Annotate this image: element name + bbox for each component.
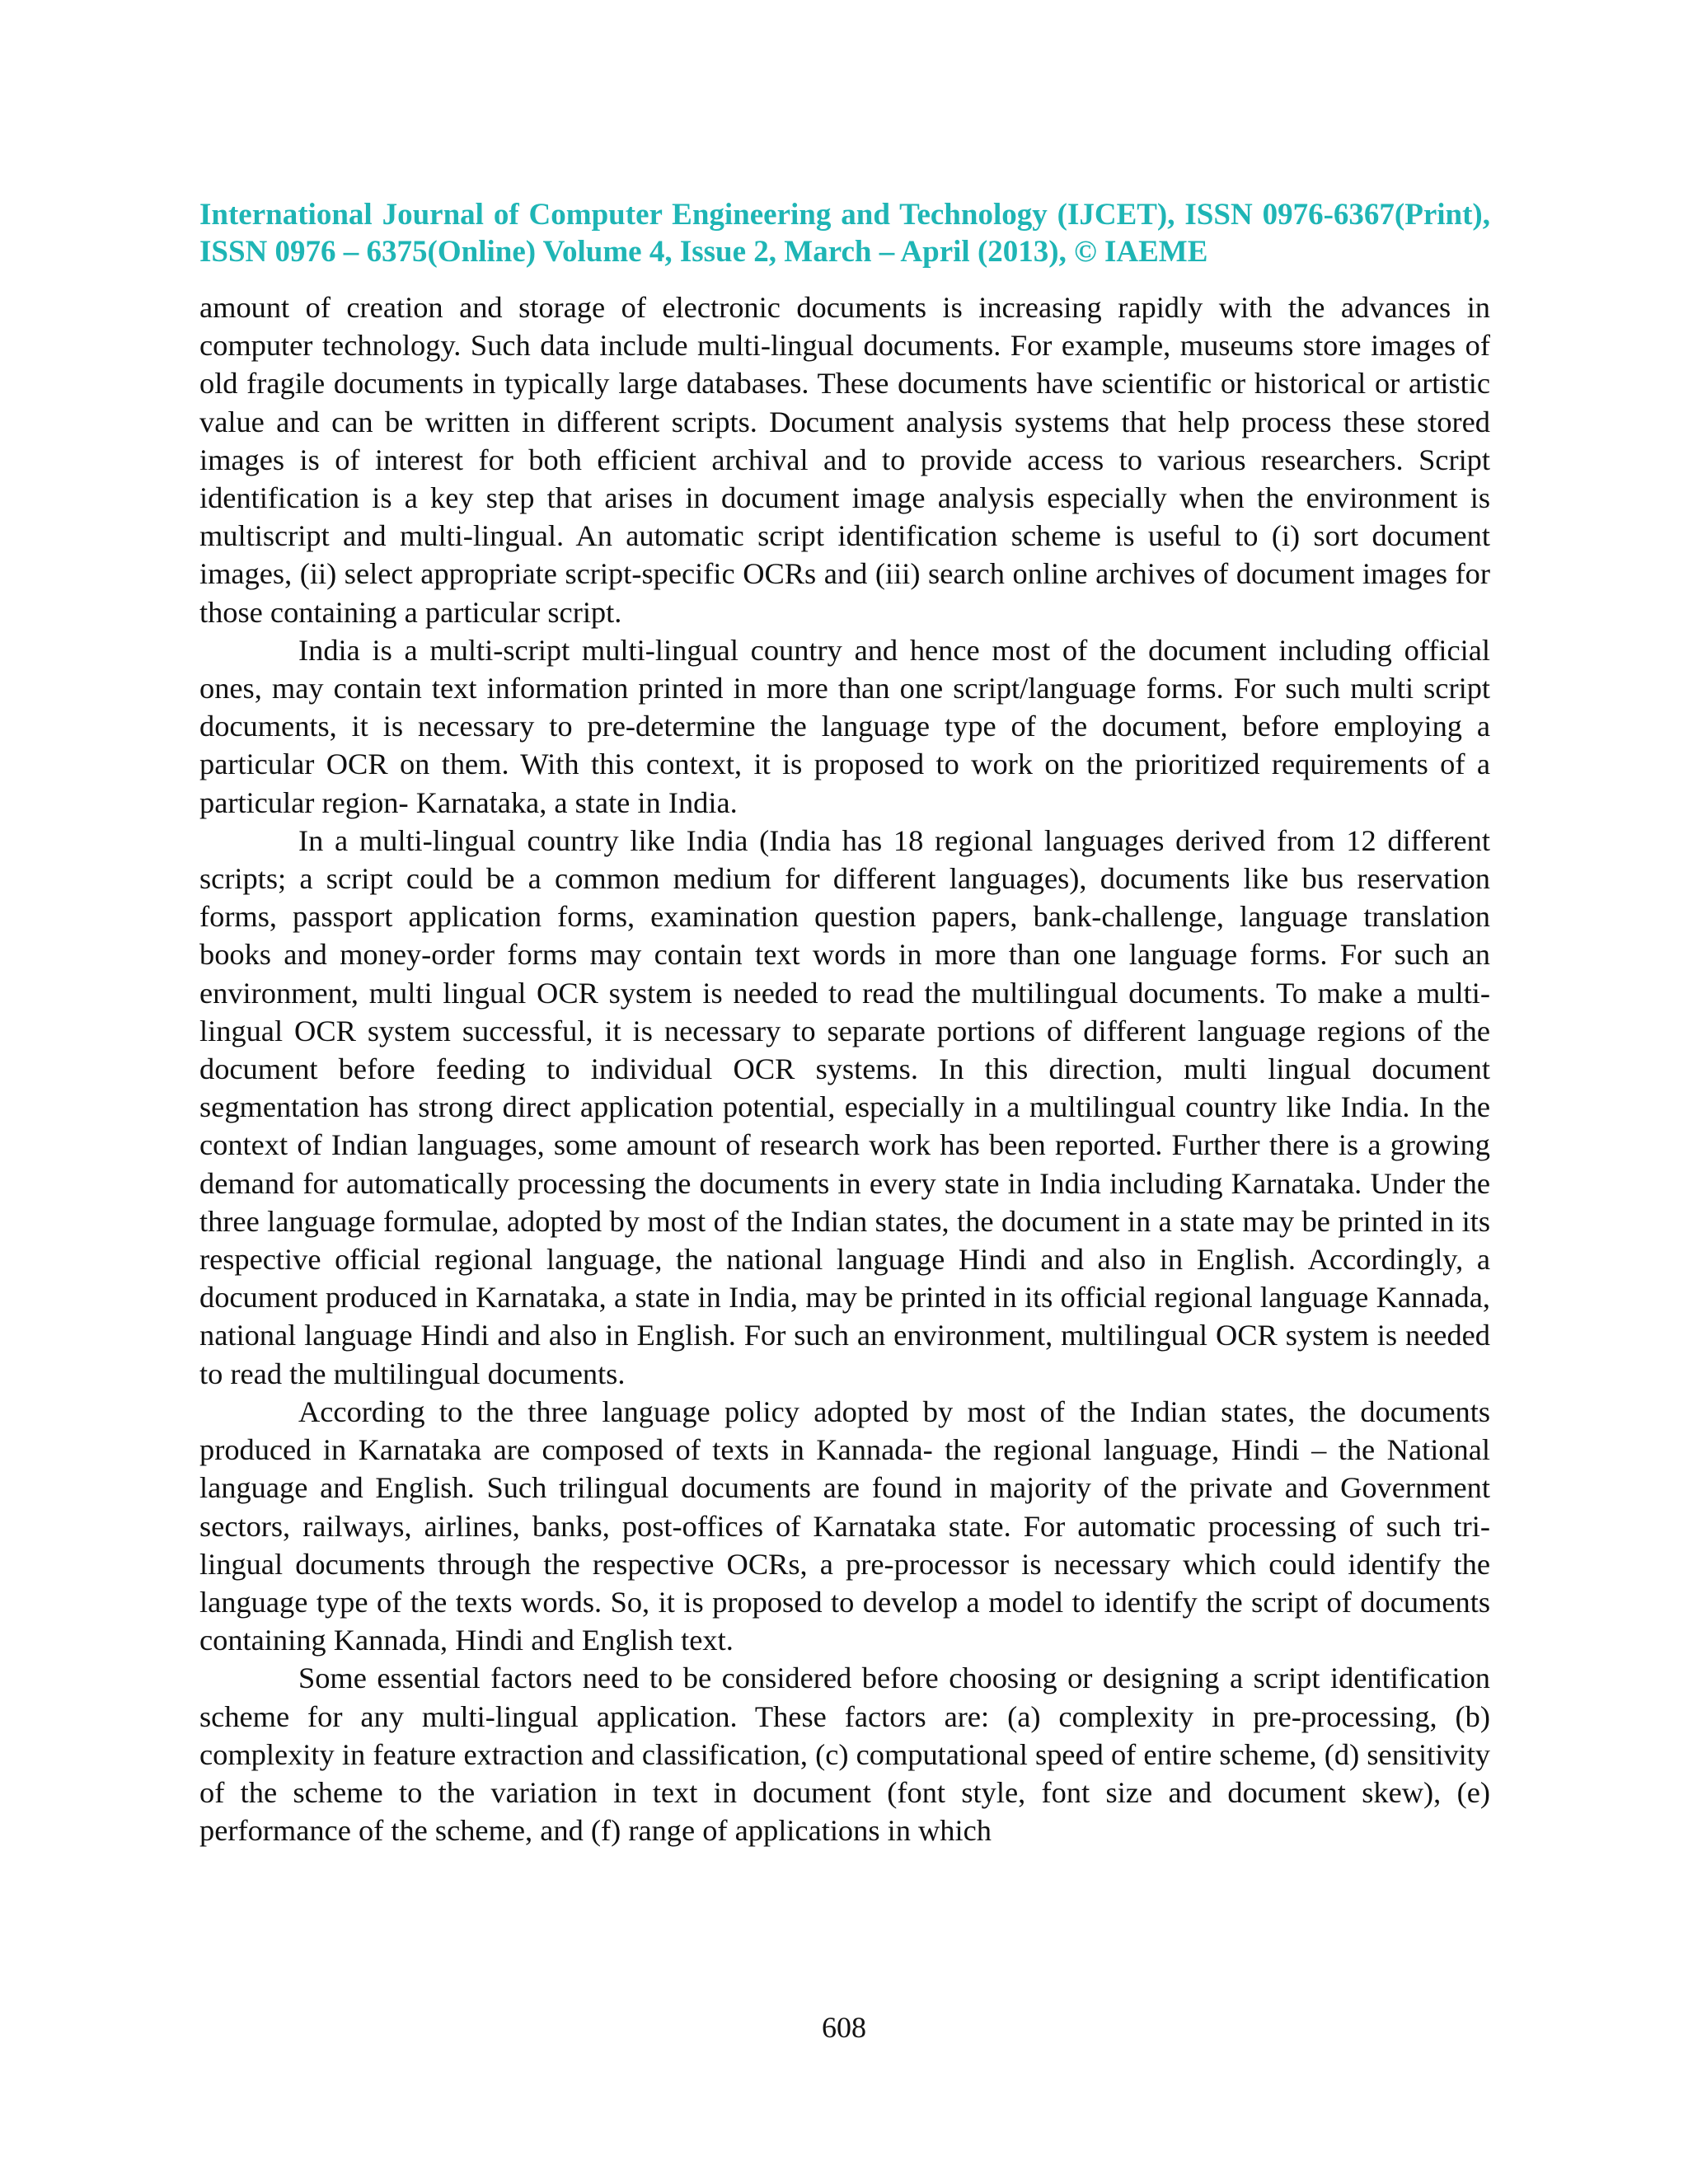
paragraph-intro-continued: amount of creation and storage of electronic documents is increasing rapidly with the advances in computer technology. Such data include multi-lingual documents. For example, museums store images of old fragile documents in typically large databases. These documents have scientific or historical or artistic value and can be written in different scripts. Document analysis systems that help process these stored images is of interest for both efficient archival and to provide access to various researchers. Script identification is a key step that arises in document image analysis especially when the environment is multiscript and multi-lingual. An automatic script identification scheme is useful to (i) sort document images, (ii) select appropriate script-specific OCRs and (iii) search online archives of document images for those containing a particular script.	[199, 291, 1490, 629]
paragraph-multilingual-country: In a multi-lingual country like India (India has 18 regional languages derived from 12 different scripts; a script could be a common medium for different languages), documents like bus reservation forms, passport application forms, examination question papers, bank-challenge, language translation books and money-order forms may contain text words in more than one language forms. For such an environment, multi lingual OCR system is needed to read the multilingual documents. To make a multi-lingual OCR system successful, it is necessary to separate portions of different language regions of the document before feeding to individual OCR systems. In this direction, multi lingual document segmentation has strong direct application potential, especially in a multilingual country like India. In the context of Indian languages, some amount of research work has been reported. Further there is a growing demand for automatically processing the documents in every state in India including Karnataka. Under the three language formulae, adopted by most of the Indian states, the document in a state may be printed in its respective official regional language, the national language Hindi and also in English. Accordingly, a document produced in Karnataka, a state in India, may be printed in its official regional language Kannada, national language Hindi and also in English. For such an environment, multilingual OCR system is needed to read the multilingual documents.	[199, 823, 1490, 1390]
paragraph-india-multiscript: India is a multi-script multi-lingual country and hence most of the document including official ones, may contain text information printed in more than one script/language forms. For such multi script documents, it is necessary to pre-determine the language type of the document, before employing a particular OCR on them. With this context, it is proposed to work on the prioritized requirements of a particular region- Karnataka, a state in India.	[199, 633, 1490, 819]
paragraph-three-language-policy: According to the three language policy adopted by most of the Indian states, the documents produced in Karnataka are composed of texts in Kannada- the regional language, Hindi – the National language and English. Such trilingual documents are found in majority of the private and Government sectors, railways, airlines, banks, post-offices of Karnataka state. For automatic processing of such tri-lingual documents through the respective OCRs, a pre-processor is necessary which could identify the language type of the texts words. So, it is proposed to develop a model to identify the script of documents containing Kannada, Hindi and English text.	[199, 1394, 1490, 1657]
body-text	[199, 288, 1490, 1849]
page-content	[199, 196, 1490, 1849]
paragraph-essential-factors: Some essential factors need to be considered before choosing or designing a script identification scheme for any multi-lingual application. These factors are: (a) complexity in pre-processing, (b) complexity in feature extraction and classification, (c) computational speed of entire scheme, (d) sensitivity of the scheme to the variation in text in document (font style, font size and document skew), (e) performance of the scheme, and (f) range of applications in which	[199, 1661, 1490, 1848]
journal-header: International Journal of Computer Engineering and Technology (IJCET), ISSN 0976-6367(Print), ISSN 0976 – 6375(Online) Volume 4, Issue 2, March – April (2013), © IAEME	[199, 198, 1490, 269]
page-number: 608	[822, 2011, 866, 2044]
